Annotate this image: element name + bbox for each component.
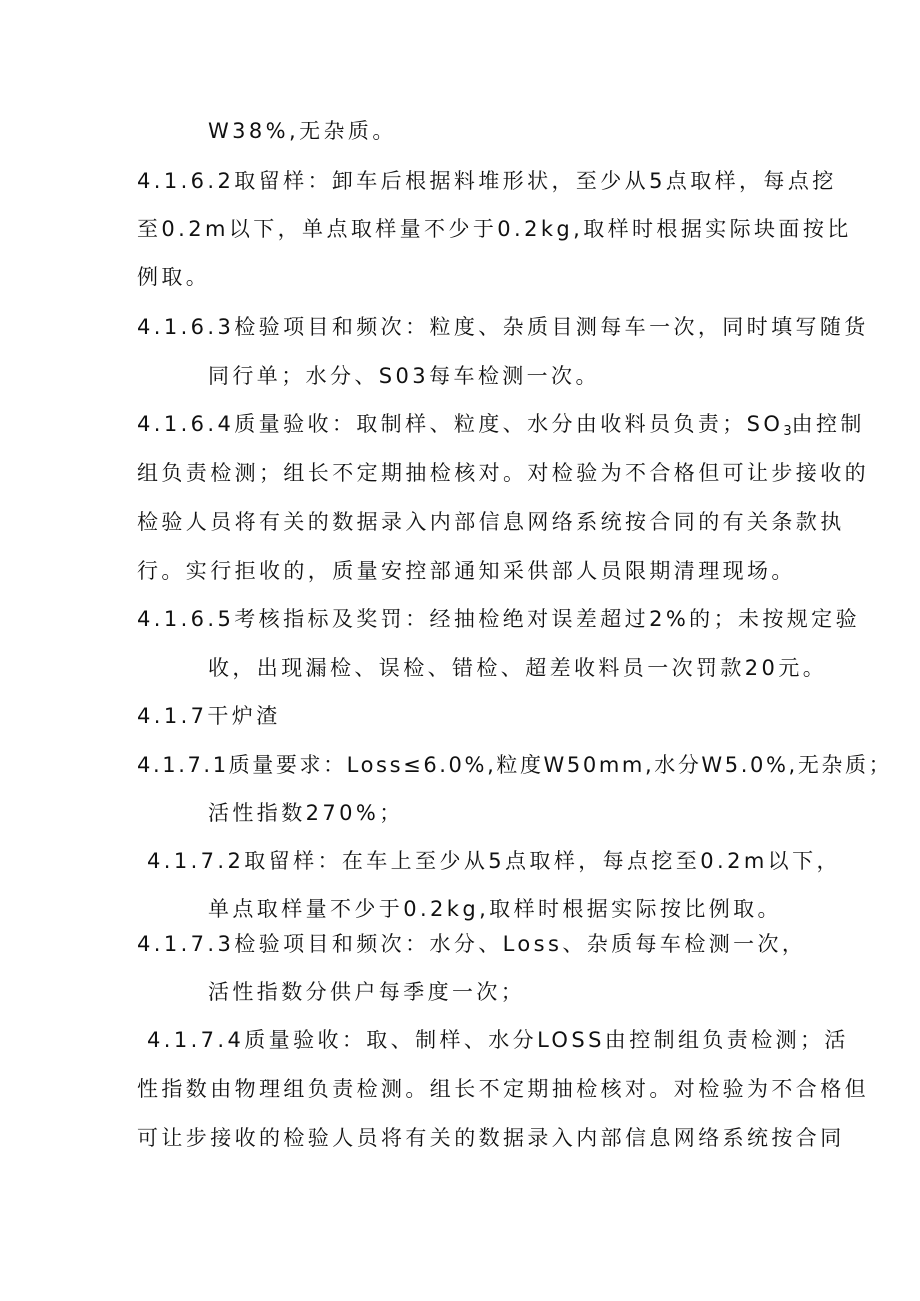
text-line: 4.1.7.2取留样：在车上至少从5点取样，每点挖至0.2m以下， <box>147 849 841 873</box>
text-line: 4.1.6.2取留样：卸车后根据料堆形状，至少从5点取样，每点挖 <box>137 169 837 193</box>
text-line: 行。实行拒收的，质量安控部通知采供部人员限期清理现场。 <box>137 559 796 583</box>
text-line: 检验人员将有关的数据录入内部信息网络系统按合同的有关条款执 <box>137 510 845 534</box>
text-line: 4.1.6.3检验项目和频次：粒度、杂质目测每车一次，同时填写随货 <box>137 315 869 339</box>
text-line: W38%,无杂质。 <box>208 119 397 143</box>
section-heading: 4.1.7干炉渣 <box>137 704 281 728</box>
text-line: 4.1.7.1质量要求：Loss≤6.0%,粒度W50mm,水分W5.0%,无杂质； <box>137 753 893 777</box>
text-line: 单点取样量不少于0.2kg,取样时根据实际按比例取。 <box>208 897 782 921</box>
text-line: 4.1.7.4质量验收：取、制样、水分LOSS由控制组负责检测；活 <box>147 1028 849 1052</box>
text-line: 4.1.7.3检验项目和频次：水分、Loss、杂质每车检测一次， <box>137 932 807 956</box>
text-line: 4.1.6.5考核指标及奖罚：经抽检绝对误差超过2%的；未按规定验 <box>137 607 860 631</box>
text-segment: 由控制 <box>791 412 865 436</box>
text-line: 同行单；水分、S03每车检测一次。 <box>208 364 600 388</box>
text-line: 活性指数270%； <box>208 801 404 825</box>
text-line: 可让步接收的检验人员将有关的数据录入内部信息网络系统按合同 <box>137 1126 845 1150</box>
text-line: 性指数由物理组负责检测。组长不定期抽检核对。对检验为不合格但 <box>137 1077 869 1101</box>
text-line <box>137 410 865 438</box>
text-segment: 4.1.6.4质量验收：取制样、粒度、水分由收料员负责；SO <box>137 412 784 436</box>
text-line: 活性指数分供户每季度一次； <box>208 980 526 1004</box>
text-line: 组负责检测；组长不定期抽检核对。对检验为不合格但可让步接收的 <box>137 461 869 485</box>
text-line: 例取。 <box>137 265 211 289</box>
text-line: 至0.2m以下，单点取样量不少于0.2kg,取样时根据实际块面按比 <box>137 217 852 241</box>
text-line: 收，出现漏检、误检、错检、超差收料员一次罚款20元。 <box>208 656 828 680</box>
subscript: 3 <box>783 424 792 439</box>
